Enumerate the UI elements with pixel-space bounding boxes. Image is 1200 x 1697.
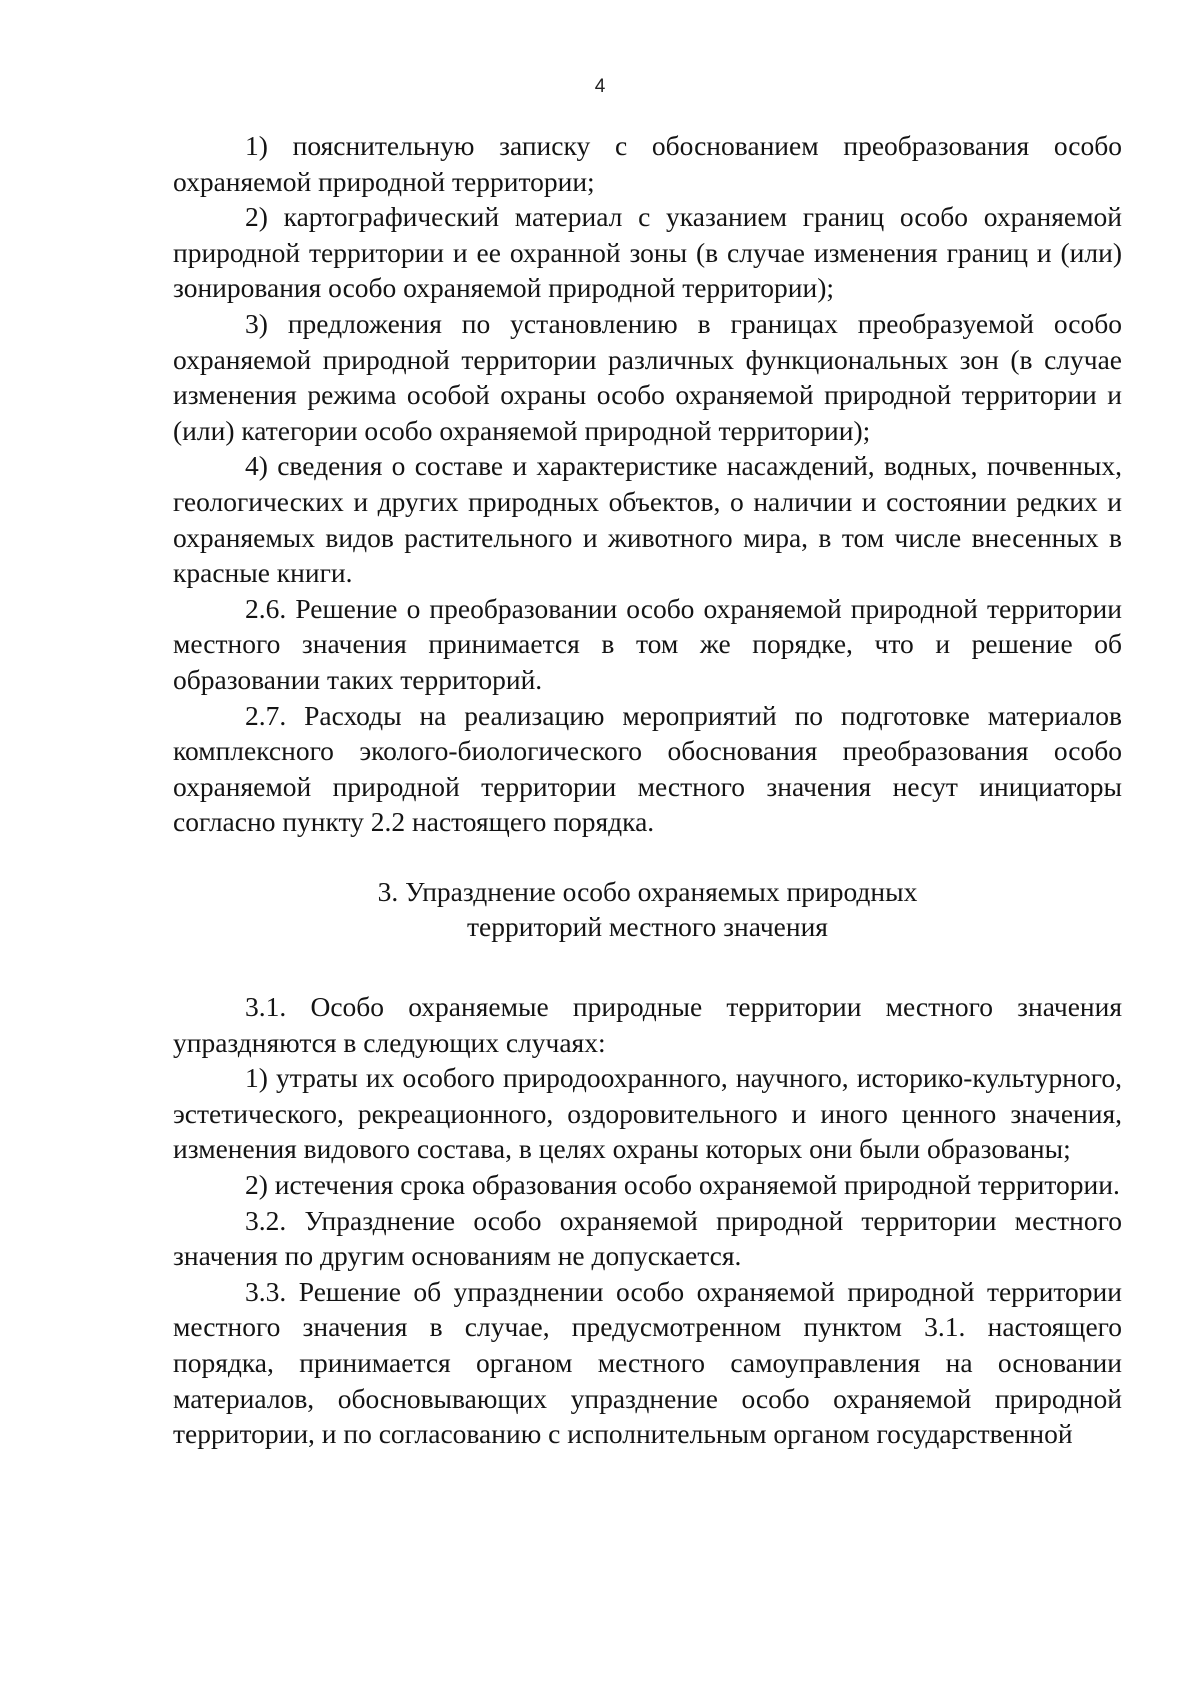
paragraph-3-1-case-2: 2) истечения срока образования особо охраняемой природной территории.	[245, 1169, 1120, 1201]
document-body	[173, 128, 1122, 1452]
section-heading	[173, 874, 1122, 945]
section-heading-line-2: территорий местного значения	[467, 911, 828, 943]
paragraph-item-3-zone-proposals: 3) предложения по установлению в границах преобразуемой особо охраняемой природной территории различных функциональных зон (в случае изменения режима особой охраны особо охраняемой природной территории и (или) категории особо охраняемой природной территории);	[173, 307, 1122, 446]
paragraph-3-1-case-1: 1) утраты их особого природоохранного, научного, историко-культурного, эстетического, рекреационного, оздоровительного и иного ценного значения, изменения видового состава, в целях охраны которых они были образованы;	[173, 1062, 1122, 1165]
paragraph-2-7: 2.7. Расходы на реализацию мероприятий по подготовке материалов комплексного эколого-биологического обоснования преобразования особо охраняемой природной территории местного значения несут инициаторы согласно пункту 2.2 настоящего порядка.	[173, 699, 1122, 838]
paragraph-3-2: 3.2. Упразднение особо охраняемой природной территории местного значения по другим основаниям не допускается.	[173, 1204, 1122, 1272]
paragraph-3-1: 3.1. Особо охраняемые природные территории местного значения упраздняются в следующих случаях:	[173, 991, 1122, 1058]
paragraph-2-6: 2.6. Решение о преобразовании особо охраняемой природной территории местного значения принимается в том же порядке, что и решение об образовании таких территорий.	[173, 592, 1122, 695]
page-number: 4	[594, 76, 606, 97]
section-heading-line-1: 3. Упразднение особо охраняемых природных	[377, 875, 918, 907]
paragraph-item-4-natural-objects-info: 4) сведения о составе и характеристике насаждений, водных, почвенных, геологических и других природных объектов, о наличии и состоянии редких и охраняемых видов растительного и животного мира, в том числе внесенных в красные книги.	[173, 450, 1122, 589]
paragraph-3-3: 3.3. Решение об упразднении особо охраняемой природной территории местного значения в случае, предусмотренном пунктом 3.1. настоящего порядка, принимается органом местного самоуправления на основании материалов, обосновывающих упразднение особо охраняемой природной территории, и по согласованию с исполнительным органом государственной	[173, 1275, 1122, 1450]
paragraph-item-1-explanatory-note: 1) пояснительную записку с обоснованием преобразования особо охраняемой природной территории;	[173, 130, 1122, 197]
paragraph-item-2-cartographic-material: 2) картографический материал с указанием границ особо охраняемой природной территории и ее охранной зоны (в случае изменения границ и (или) зонирования особо охраняемой природной территории);	[173, 201, 1122, 304]
